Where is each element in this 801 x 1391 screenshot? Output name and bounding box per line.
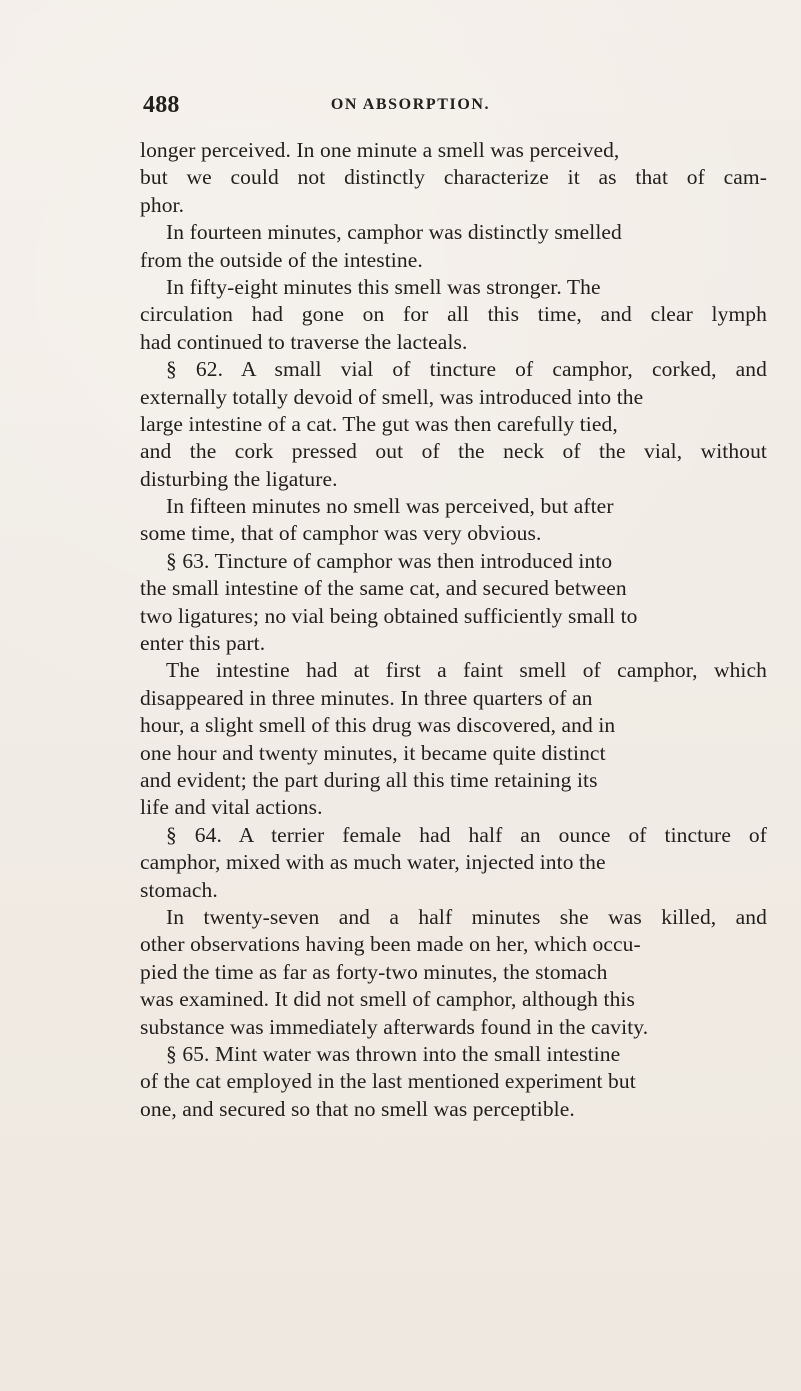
text-line: other observations having been made on her, which occu- [140,932,641,957]
text-line: § 64. A terrier female had half an ounce of tincture of [166,822,767,847]
text-line: externally totally devoid of smell, was introduced into the [140,384,644,409]
text-line: was examined. It did not smell of camphor, although this [140,987,635,1012]
text-line: some time, that of camphor was very obvious. [140,521,542,546]
page-number: 488 [143,92,180,118]
text-line: but we could not distinctly characterize it as that of cam- [140,165,767,190]
text-line: one, and secured so that no smell was perceptible. [140,1096,575,1121]
text-line: § 65. Mint water was thrown into the small intestine [166,1041,621,1066]
text-line: and evident; the part during all this time retaining its [140,767,598,792]
text-line: one hour and twenty minutes, it became quite distinct [140,740,606,765]
text-line: enter this part. [140,631,266,656]
text-line: § 63. Tincture of camphor was then introduced into [166,548,613,573]
text-line: large intestine of a cat. The gut was then carefully tied, [140,411,618,436]
text-line: camphor, mixed with as much water, injected into the [140,850,606,875]
running-head: ON ABSORPTION. [330,96,491,113]
page-header [0,92,801,120]
text-line: life and vital actions. [140,795,323,820]
text-line: and the cork pressed out of the neck of the vial, without [140,439,767,464]
text-line: The intestine had at first a faint smell of camphor, which [166,658,767,683]
text-line: substance was immediately afterwards found in the cavity. [140,1014,649,1039]
text-line: had continued to traverse the lacteals. [140,329,468,354]
text-line: the small intestine of the same cat, and secured between [140,576,627,601]
text-line: two ligatures; no vial being obtained sufficiently small to [140,603,638,628]
text-line: longer perceived. In one minute a smell was perceived, [140,138,620,162]
text-line: disappeared in three minutes. In three quarters of an [140,685,593,710]
text-line: hour, a slight smell of this drug was discovered, and in [140,713,616,738]
text-line: circulation had gone on for all this time, and clear lymph [140,302,767,327]
text-line: from the outside of the intestine. [140,247,423,272]
text-line: In fourteen minutes, camphor was distinctly smelled [166,220,622,245]
text-line: In fifty-eight minutes this smell was stronger. The [166,274,601,299]
text-line: In twenty-seven and a half minutes she was killed, and [166,904,767,929]
text-line: disturbing the ligature. [140,466,338,491]
text-line: stomach. [140,877,218,902]
body-text [140,137,767,1123]
text-line: pied the time as far as forty-two minutes, the stomach [140,959,608,984]
text-line: § 62. A small vial of tincture of camphor, corked, and [166,357,767,382]
text-line: phor. [140,192,185,217]
text-line: In fifteen minutes no smell was perceived, but after [166,494,614,519]
text-line: of the cat employed in the last mentioned experiment but [140,1069,636,1094]
